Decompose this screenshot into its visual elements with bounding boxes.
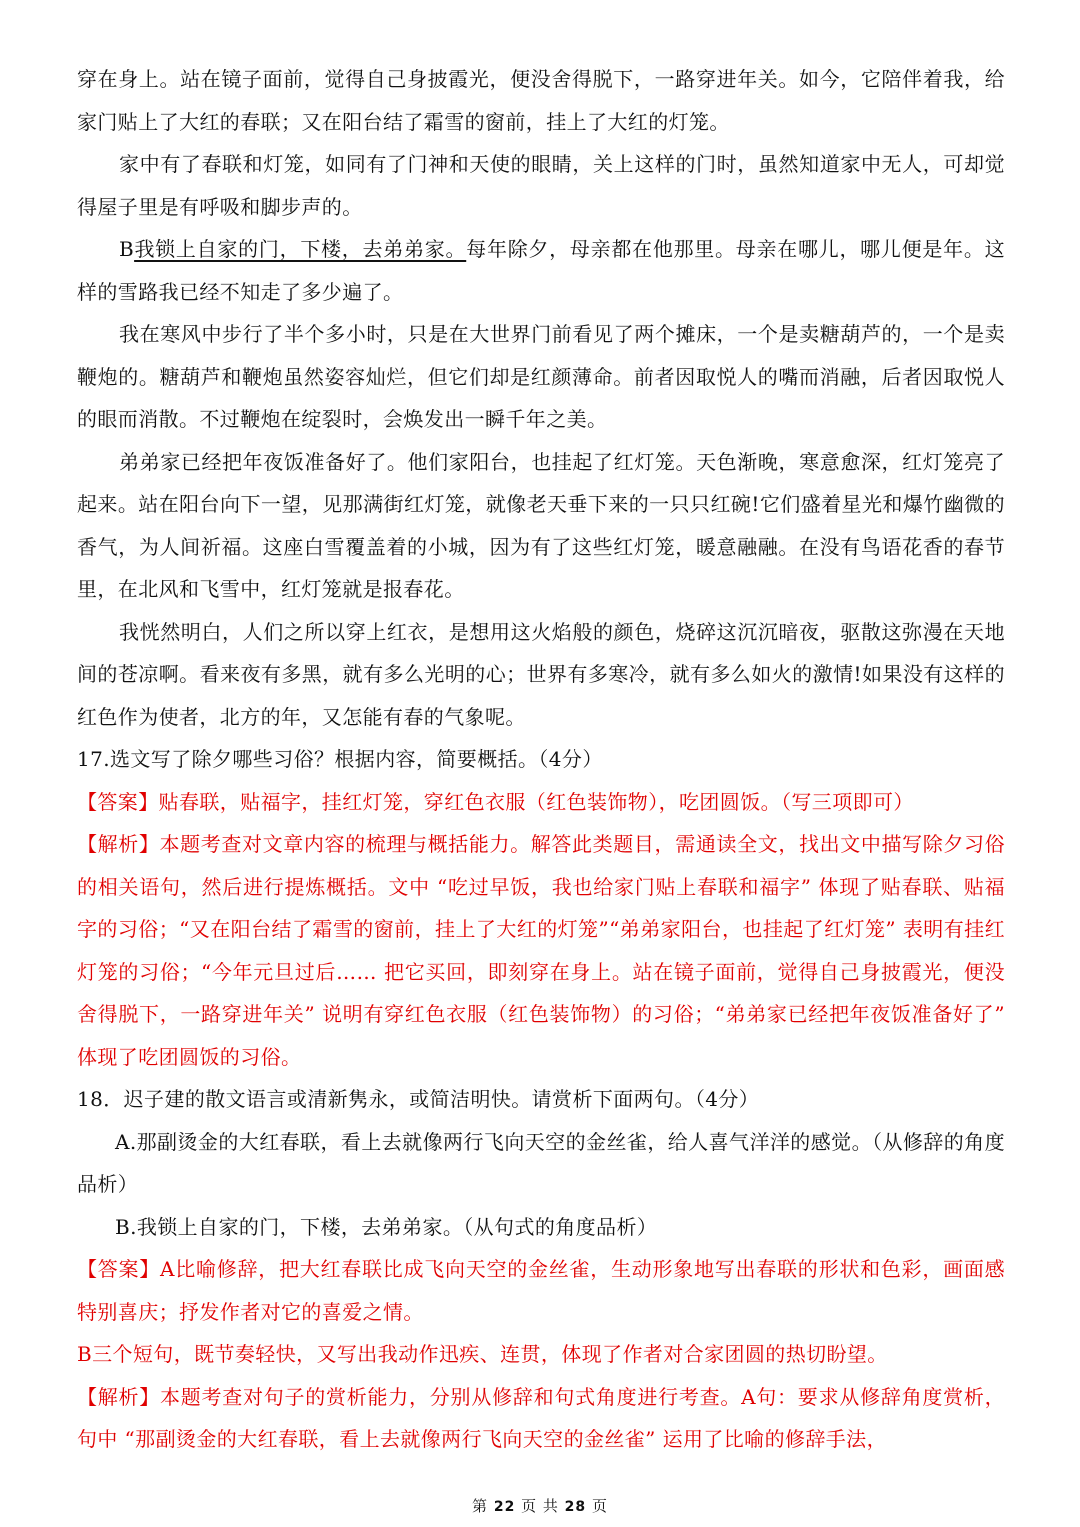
question-17: 17.选文写了除夕哪些习俗？根据内容，简要概括。（4分） [77,747,603,771]
analysis-label: 【解析】 [77,832,160,856]
q18-sentence-b: B.我锁上自家的门，下楼，去弟弟家。（从句式的角度品析） [115,1214,658,1239]
q17-answer-text: 贴春联，贴福字，挂红灯笼，穿红色衣服（红色装饰物），吃团圆饭。（写三项即可） [158,789,914,814]
passage-paragraph-1: 穿在身上。站在镜子面前，觉得自己身披霞光，便没舍得脱下，一路穿进年关。如今，它陪伴着我，给家门贴上了大红的春联；又在阳台结了霜雪的窗前，挂上了大红的灯笼。 [77,67,1005,134]
q18-answer-b: B三个短句，既节奏轻快，又写出我动作迅疾、连贯，体现了作者对合家团圆的热切盼望。 [77,1342,888,1366]
answer-label: 【答案】 [77,789,159,814]
q17-analysis [77,823,1005,1078]
question-18: 18．迟子建的散文语言或清新隽永，或简洁明快。请赏析下面两句。（4分） [77,1087,760,1111]
underlined-sentence-b: 我锁上自家的门，下楼，去弟弟家。 [134,237,467,261]
passage-paragraph-2: 家中有了春联和灯笼，如同有了门神和天使的眼睛，关上这样的门时，虽然知道家中无人，可却觉得屋子里是有呼吸和脚步声的。 [77,152,1005,219]
q18-answer-a-text: A比喻修辞，把大红春联比成飞向天空的金丝雀，生动形象地写出春联的形状和色彩，画面感特别喜庆；抒发作者对它的喜爱之情。 [77,1257,1005,1324]
footer-suffix: 页 [591,1497,608,1515]
page-number-footer [0,1495,1080,1516]
total-page-count: 28 [564,1499,587,1515]
footer-prefix: 第 [472,1497,489,1515]
answer-label: 【答案】 [77,1257,161,1281]
current-page-number: 22 [493,1499,516,1515]
passage-paragraph-6: 我恍然明白，人们之所以穿上红衣，是想用这火焰般的颜色，烧碎这沉沉暗夜，驱散这弥漫在天地间的苍凉啊。看来夜有多黑，就有多么光明的心；世界有多寒冷，就有多么如火的激情!如果没有这样的红色作为使者，北方的年，又怎能有春的气象呢。 [77,619,1005,729]
passage-paragraph-3 [77,228,1005,313]
page-content [77,58,1005,1461]
passage-paragraph-4: 我在寒风中步行了半个多小时，只是在大世界门前看见了两个摊床，一个是卖糖葫芦的，一个是卖鞭炮的。糖葫芦和鞭炮虽然姿容灿烂，但它们却是红颜薄命。前者因取悦人的嘴而消融，后者因取悦人的眼而消散。不过鞭炮在绽裂时，会焕发出一瞬千年之美。 [77,322,1005,431]
q17-answer [77,781,1005,824]
q18-analysis-text: 本题考查对句子的赏析能力，分别从修辞和句式角度进行考查。A句：要求从修辞角度赏析，句中 “那副烫金的大红春联，看上去就像两行飞向天空的金丝雀” 运用了比喻的修辞手法， [77,1384,1005,1451]
analysis-label: 【解析】 [77,1384,161,1409]
footer-middle: 页 共 [521,1497,559,1515]
q18-sentence-a: A.那副烫金的大红春联，看上去就像两行飞向天空的金丝雀，给人喜气洋洋的感觉。（从修辞的角度品析） [77,1129,1005,1196]
passage-paragraph-5: 弟弟家已经把年夜饭准备好了。他们家阳台，也挂起了红灯笼。天色渐晚，寒意愈深，红灯笼亮了起来。站在阳台向下一望，见那满街红灯笼，就像老天垂下来的一只只红碗!它们盛着星光和爆竹幽微的香气，为人间祈福。这座白雪覆盖着的小城，因为有了这些红灯笼，暖意融融。在没有鸟语花香的春节里，在北风和飞雪中，红灯笼就是报春花。 [77,449,1005,601]
q18-answer-a [77,1248,1005,1333]
q17-analysis-text: 本题考查对文章内容的梳理与概括能力。解答此类题目，需通读全文，找出文中描写除夕习俗的相关语句，然后进行提炼概括。文中 “吃过早饭，我也给家门贴上春联和福字” 体现了贴春联、贴福字的习俗；“又在阳台结了霜雪的窗前，挂上了大红的灯笼”“弟弟家阳台，也挂起了红灯笼” 表明有挂红灯笼的习俗；“今年元旦过后…… 把它买回，即刻穿在身上。站在镜子面前，觉得自己身披霞光，便没舍得脱下，一路穿进年关” 说明有穿红色衣服（红色装饰物）的习俗；“弟弟家已经把年夜饭准备好了” 体现了吃团圆饭的习俗。 [77,832,1005,1069]
q18-analysis [77,1376,1005,1461]
sentence-b-marker: B [119,237,135,261]
passage-paragraph-3-rest: 每年除夕，母亲都在他那里。母亲在哪儿，哪儿便是年。这样的雪路我已经不知走了多少遍了。 [77,237,1005,304]
